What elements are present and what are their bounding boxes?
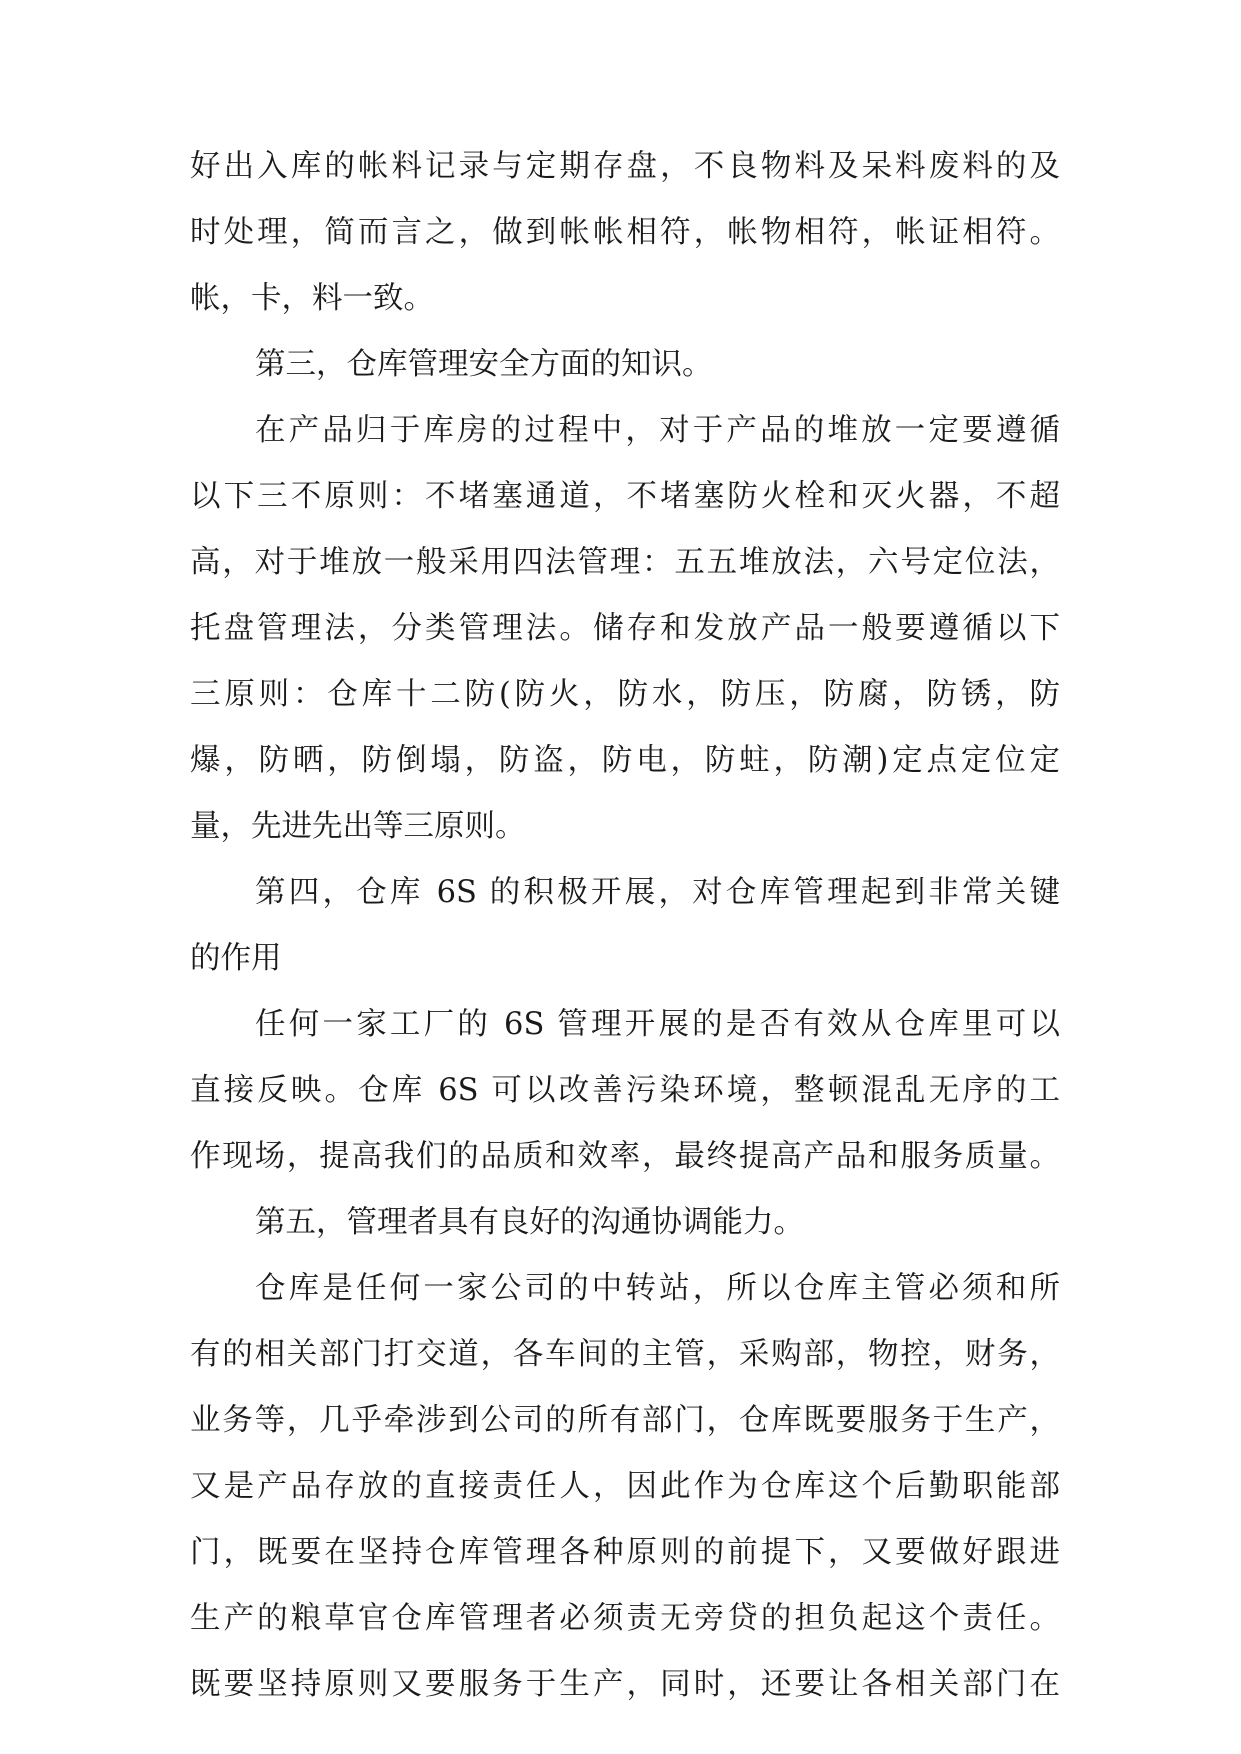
- text-line: 以下三不原则：不堵塞通道，不堵塞防火栓和灭火器，不超: [190, 479, 1060, 514]
- section-heading: 第三，仓库管理安全方面的知识。: [255, 347, 713, 382]
- text-line: 时处理，简而言之，做到帐帐相符，帐物相符，帐证相符。: [190, 215, 1060, 250]
- text-line: 帐，卡，料一致。: [190, 281, 434, 316]
- text-line: 爆，防晒，防倒塌，防盗，防电，防蛀，防潮)定点定位定: [190, 743, 1060, 778]
- text-line: 在产品归于库房的过程中，对于产品的堆放一定要遵循: [255, 413, 1060, 448]
- section-heading: 第五，管理者具有良好的沟通协调能力。: [255, 1205, 804, 1240]
- text-line: 托盘管理法，分类管理法。储存和发放产品一般要遵循以下: [190, 611, 1060, 646]
- text-line: 高，对于堆放一般采用四法管理：五五堆放法，六号定位法，: [190, 545, 1060, 580]
- text-line: 量，先进先出等三原则。: [190, 809, 526, 844]
- text-line: 任何一家工厂的 6S 管理开展的是否有效从仓库里可以: [255, 1007, 1060, 1042]
- text-line: 三原则：仓库十二防(防火，防水，防压，防腐，防锈，防: [190, 677, 1060, 712]
- text-line: 门，既要在坚持仓库管理各种原则的前提下，又要做好跟进: [190, 1535, 1060, 1570]
- section-heading-continuation: 的作用: [190, 941, 282, 976]
- text-line: 又是产品存放的直接责任人，因此作为仓库这个后勤职能部: [190, 1469, 1060, 1504]
- text-line: 仓库是任何一家公司的中转站，所以仓库主管必须和所: [255, 1271, 1060, 1306]
- text-line: 既要坚持原则又要服务于生产，同时，还要让各相关部门在: [190, 1667, 1060, 1702]
- text-line: 作现场，提高我们的品质和效率，最终提高产品和服务质量。: [190, 1139, 1060, 1174]
- text-line: 生产的粮草官仓库管理者必须责无旁贷的担负起这个责任。: [190, 1601, 1060, 1636]
- text-line: 好出入库的帐料记录与定期存盘，不良物料及呆料废料的及: [190, 149, 1060, 184]
- text-line: 直接反映。仓库 6S 可以改善污染环境，整顿混乱无序的工: [190, 1073, 1060, 1108]
- section-heading: 第四，仓库 6S 的积极开展，对仓库管理起到非常关键: [255, 875, 1060, 910]
- text-line: 业务等，几乎牵涉到公司的所有部门，仓库既要服务于生产，: [190, 1403, 1060, 1438]
- text-line: 有的相关部门打交道，各车间的主管，采购部，物控，财务，: [190, 1337, 1060, 1372]
